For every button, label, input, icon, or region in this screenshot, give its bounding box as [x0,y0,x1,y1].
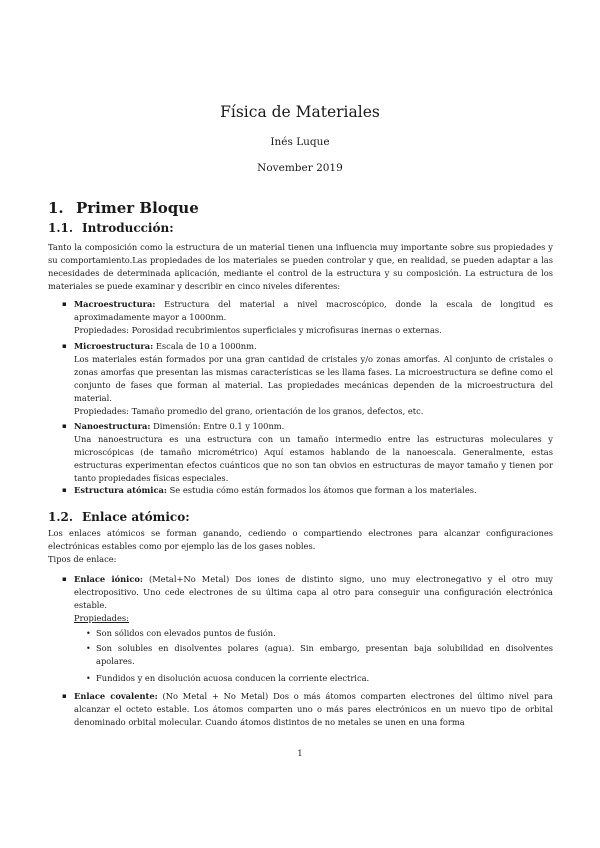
bullet-icon [62,420,67,433]
sub-list-item [96,642,553,668]
bullet-icon [86,642,91,655]
list-item-micro [74,340,553,418]
section-heading [48,199,199,217]
term: Estructura atómica: [74,485,167,495]
bullet-icon [86,627,91,640]
enlace-text: Los enlaces atómicos se forman ganando, cediendo o compartiendo electrones para alcanzar configuraciones electrónicas estables como por ejemplo las de los gases nobles. [48,528,553,551]
sub-item-text: Son sólidos con elevados puntos de fusión. [96,628,276,638]
item-text: (Metal+No Metal) Dos iones de distinto signo, uno muy electronegativo y el otro muy electropositivo. Uno cede electrones de su última capa al otro para conseguir una configuración electrónica estable. [74,574,553,610]
item-extra2: Propiedades: Tamaño promedio del grano, orientación de los granos, defectos, etc. [74,406,424,416]
page-number: 1 [297,749,303,759]
item-extra: Los materiales están formados por una gran cantidad de cristales y/o zonas amorfas. Al conjunto de cristales o zonas amorfas que presentan las mismas características se les llama fases. La microestructura se define como el conjunto de fases que forman al material. Las propiedades mecánicas dependen de la microestructura del material. [74,354,553,403]
list-item-ionico [74,573,553,625]
intro-paragraph: Tanto la composición como la estructura de un material tienen una influencia muy importante sobre sus propiedades y su comportamiento.Las propiedades de los materiales se pueden controlar y que, en realidad, se pueden adaptar a las necesidades de determinada aplicación, mediante el control de la estructura y su composición. La estructura de los materiales se puede examinar y describir en cinco niveles diferentes: [48,242,553,291]
term: Macroestructura: [74,299,156,309]
item-extra: Propiedades: Porosidad recubrimientos superficiales y microfisuras inernas o externas. [74,325,442,335]
section-number: 1. [48,199,64,217]
term: Enlace covalente: [74,691,158,701]
sub-list-item [96,672,553,685]
bullet-icon [62,340,67,353]
sub-list-item [96,627,553,640]
item-text: Escala de 10 a 1000nm. [155,341,257,351]
subsection-number: 1.2. [48,510,74,524]
term: Microestructura: [74,341,154,351]
sub-item-text: Fundidos y en disolución acuosa conducen la corriente electrica. [96,673,370,683]
list-item-macro [74,298,553,337]
sub-item-text: Son solubles en disolventes polares (agua). Sin embargo, presentan baja solubilidad en disolventes apolares. [96,643,553,666]
item-text: (No Metal + No Metal) Dos o más átomos comparten electrones del último nivel para alcanzar el octeto estable. Los átomos comparten uno o más pares electrónicos en un nuevo tipo de orbital denominado orbital molecular. Cuando átomos distintos de no metales se unen en una forma [74,691,553,727]
item-extra: Una nanoestructura es una estructura con un tamaño intermedio entre las estructuras moleculares y microscópicas (de tamaño micrométrico) Aquí estamos hablando de la nanoescala. Generalmente, estas estructuras experimentan efectos cuánticos que no son tan obvios en estructuras de mayor tamaño y tienen por tanto propiedades físicas especiales. [74,434,553,483]
subsection-number: 1.1. [48,221,74,235]
list-item-atomic [74,484,553,497]
list-item-nano [74,420,553,485]
enlace-paragraph [48,527,553,566]
bullet-icon [86,672,91,685]
subsection-title: Enlace atómico: [82,510,190,524]
subsection-heading-enlace [48,510,190,524]
term: Nanoestructura: [74,421,151,431]
item-text: Se estudia cómo están formados los átomos que forman a los materiales. [169,485,477,495]
tipos-label: Tipos de enlace: [48,554,117,564]
subsection-title: Introducción: [82,221,174,235]
term: Enlace iónico: [74,574,143,584]
subsection-heading-intro [48,221,174,235]
section-title: Primer Bloque [76,199,199,217]
bullet-icon [62,298,67,311]
item-text: Estructura del material a nivel macroscópico, donde la escala de longitud es aproximadamente mayor a 1000nm. [74,299,553,322]
document-title: Física de Materiales [220,103,380,121]
bullet-icon [62,484,67,497]
bullet-icon [62,573,67,586]
bullet-icon [62,690,67,703]
document-date: November 2019 [257,162,343,174]
list-item-covalente [74,690,553,729]
item-text: Dimensión: Entre 0.1 y 100nm. [153,421,285,431]
document-author: Inés Luque [270,136,330,148]
props-label: Propiedades: [74,613,129,623]
